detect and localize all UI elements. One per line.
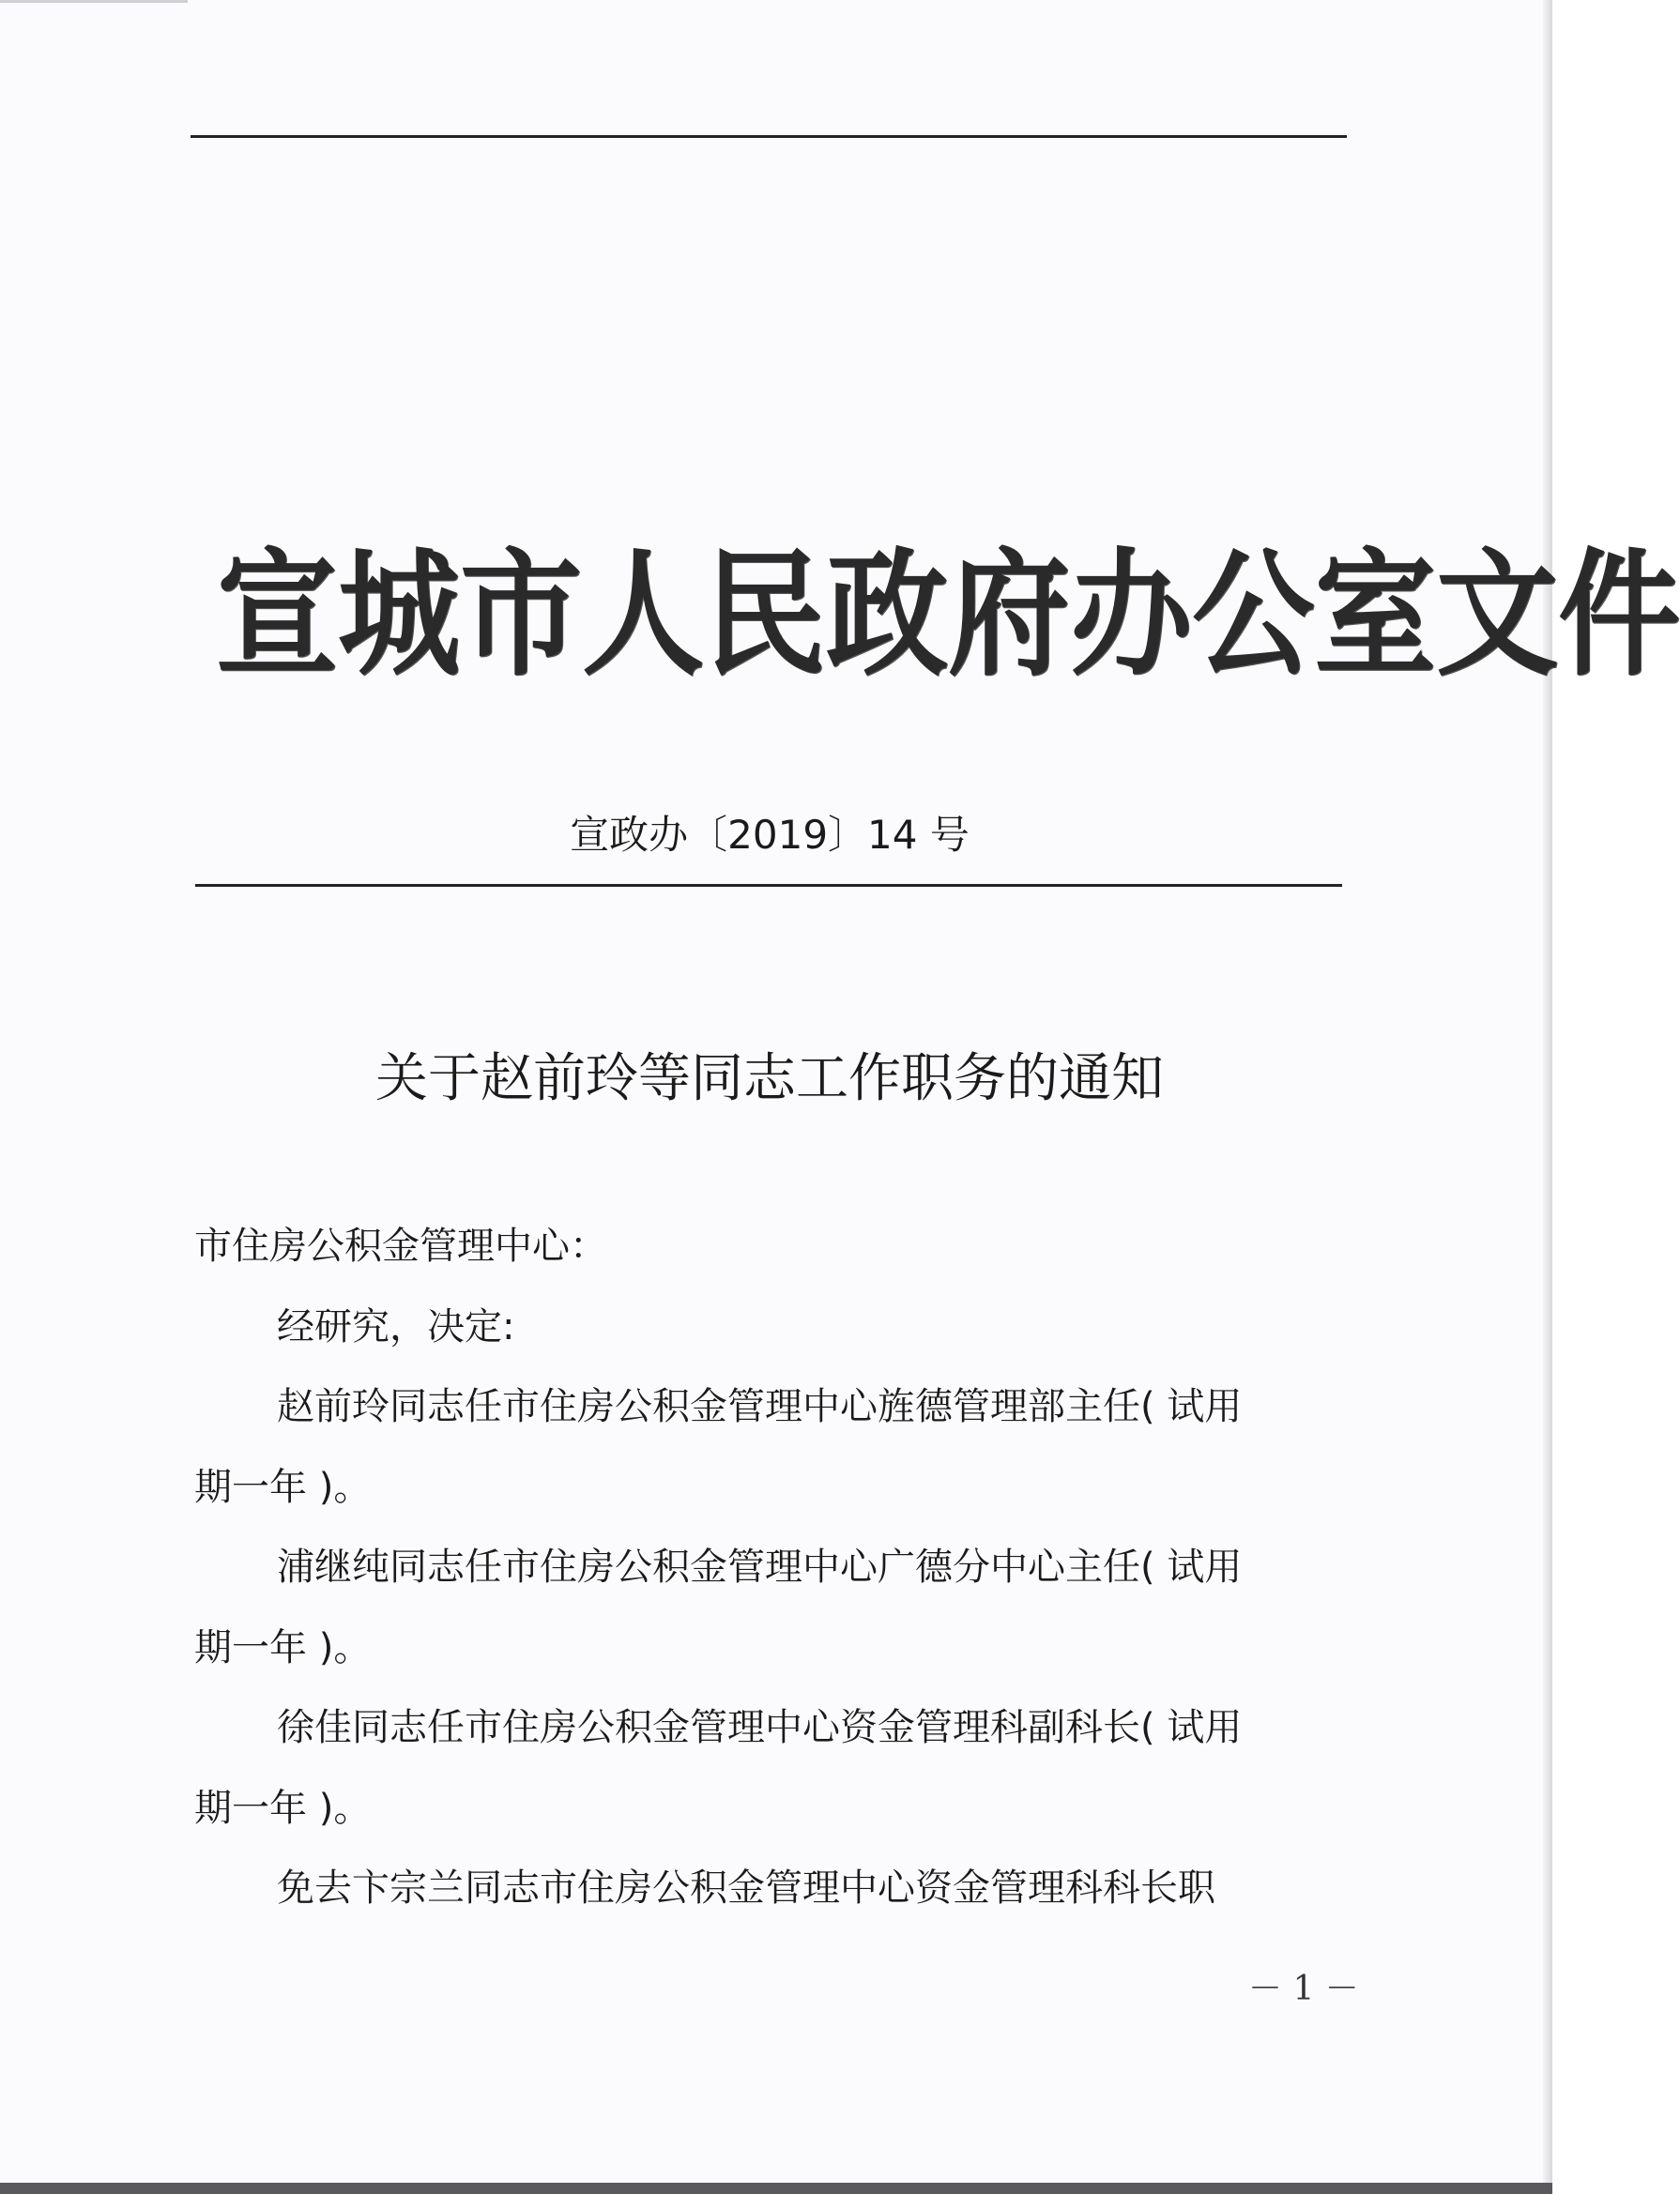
appointment-3-line-1: 徐佳同志任市住房公积金管理中心资金管理科副科长( 试用 (277, 1706, 1243, 1749)
page-number: － 1 － (1248, 1970, 1359, 2008)
org-title-char: 府 (948, 533, 1071, 695)
top-rule-line (191, 135, 1347, 138)
header-divider-line (195, 884, 1342, 887)
dismissal-line-1: 免去卞宗兰同志市住房公积金管理中心资金管理科科长职 (277, 1866, 1215, 1910)
appointment-3-line-2: 期一年 )。 (194, 1787, 372, 1830)
addressee-line: 市住房公积金管理中心： (194, 1225, 607, 1268)
issuing-organization-title (216, 526, 1680, 704)
org-title-char: 市 (460, 533, 583, 695)
scan-edge-right (1543, 0, 1552, 2194)
document-number: 宣政办〔2019〕14 号 (570, 812, 970, 858)
org-title-char: 民 (704, 533, 827, 695)
org-title-char: 室 (1314, 533, 1437, 695)
appointment-2-line-2: 期一年 )。 (194, 1626, 372, 1669)
org-title-char: 宣 (216, 533, 339, 695)
scan-edge-top (0, 0, 188, 3)
scan-edge-bottom (0, 2183, 1552, 2194)
org-title-char: 办 (1070, 533, 1193, 695)
appointment-2-line-1: 浦继纯同志任市住房公积金管理中心广德分中心主任( 试用 (277, 1546, 1243, 1589)
notice-title: 关于赵前玲等同志工作职务的通知 (375, 1048, 1164, 1109)
org-title-char: 政 (826, 533, 949, 695)
org-title-char: 件 (1558, 533, 1680, 695)
org-title-char: 人 (582, 533, 705, 695)
org-title-char: 公 (1192, 533, 1315, 695)
appointment-1-line-1: 赵前玲同志任市住房公积金管理中心旌德管理部主任( 试用 (277, 1385, 1243, 1428)
org-title-char: 城 (338, 533, 461, 695)
org-title-char: 文 (1436, 533, 1559, 695)
opening-line: 经研究，决定: (277, 1305, 515, 1348)
appointment-1-line-2: 期一年 )。 (194, 1466, 372, 1509)
